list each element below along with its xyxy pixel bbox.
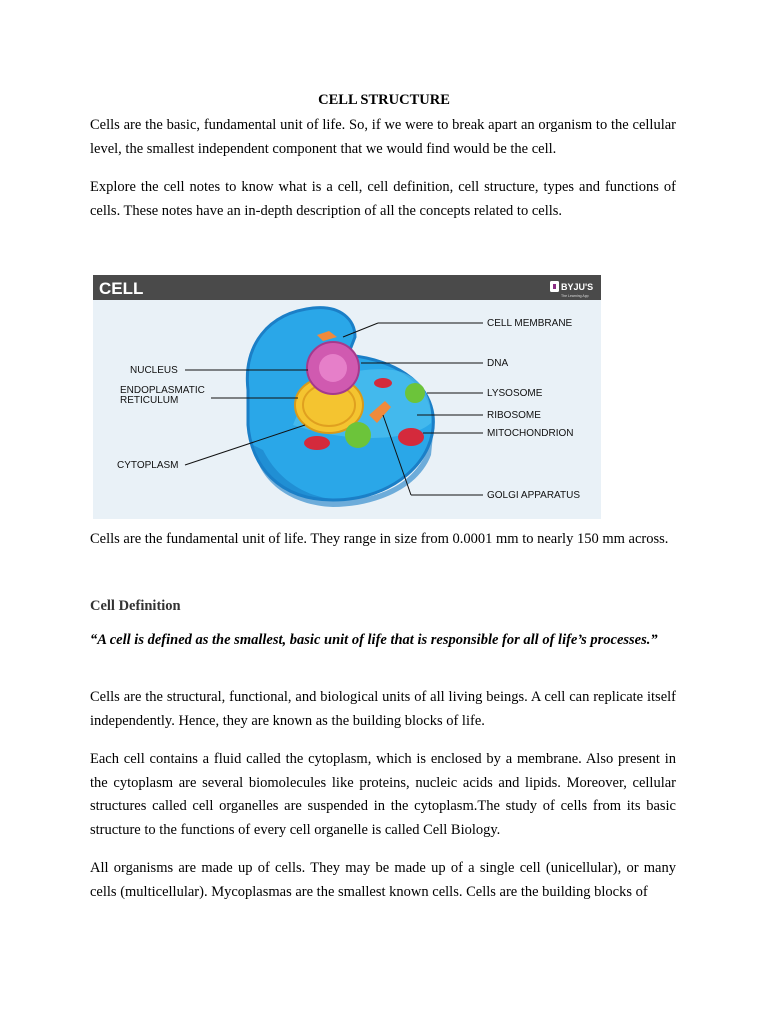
brand-name: BYJU'S: [561, 282, 594, 292]
cell-diagram-figure: [93, 275, 601, 519]
body-paragraph-3: All organisms are made up of cells. They may be made up of a single cell (unicellular), or many cells (multicellular). Mycoplasmas are the smallest known cells. Cells are the building blocks of: [90, 860, 676, 900]
cell-definition-quote: “A cell is defined as the smallest, basic unit of life that is responsible for all of life’s processes.”: [90, 632, 658, 648]
figure-caption: Cells are the fundamental unit of life. They range in size from 0.0001 mm to nearly 150 mm across.: [90, 531, 669, 547]
label-cytoplasm: CYTOPLASM: [117, 460, 179, 471]
page-title: CELL STRUCTURE: [318, 92, 450, 108]
label-er-line2: RETICULUM: [120, 395, 179, 406]
label-mitochondrion: MITOCHONDRION: [487, 428, 574, 439]
label-er-line1: ENDOPLASMATIC: [120, 385, 205, 396]
intro-paragraph-1: Cells are the basic, fundamental unit of life. So, if we were to break apart an organism to the cellular level, the smallest independent component that we would find would be the cell.: [90, 117, 676, 157]
brand-tagline: The Learning App: [561, 294, 589, 298]
body-paragraph-1: Cells are the structural, functional, and biological units of all living beings. A cell can replicate itself independently. Hence, they are known as the building blocks of life.: [90, 689, 676, 729]
mitochondrion-shape-2: [398, 428, 424, 446]
label-golgi-apparatus: GOLGI APPARATUS: [487, 490, 580, 501]
figure-header-text: CELL: [99, 279, 144, 298]
figure-header-bar: [93, 275, 601, 300]
section-heading-cell-definition: Cell Definition: [90, 598, 181, 614]
lysosome-shape: [345, 422, 371, 448]
mitochondrion-shape-1: [304, 436, 330, 450]
intro-paragraph-2: Explore the cell notes to know what is a cell, cell definition, cell structure, types and functions of cells. These notes have an in-depth description of all the concepts related to cells.: [90, 179, 676, 219]
label-lysosome: LYSOSOME: [487, 388, 543, 399]
label-cell-membrane: CELL MEMBRANE: [487, 318, 573, 329]
cell-diagram: [93, 275, 601, 519]
body-paragraph-2: Each cell contains a fluid called the cytoplasm, which is enclosed by a membrane. Also present in the cytoplasm are several biomolecules like proteins, nucleic acids and lipids. Moreover, cellular structures called cell organelles are suspended in the cytoplasm.The study of cells from its basic structure to the functions of every cell organelle is called Cell Biology.: [90, 751, 676, 838]
label-nucleus: NUCLEUS: [130, 365, 178, 376]
label-ribosome: RIBOSOME: [487, 410, 541, 421]
label-dna: DNA: [487, 358, 509, 369]
